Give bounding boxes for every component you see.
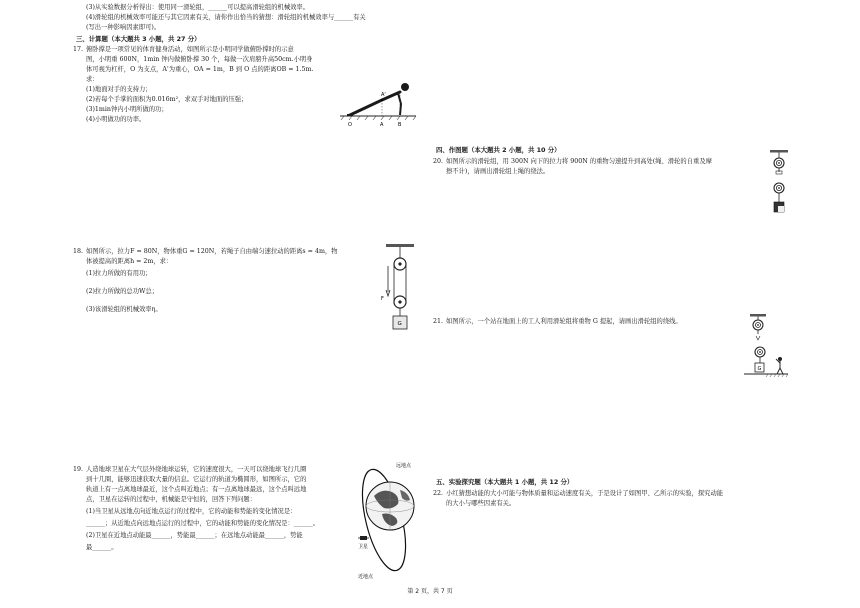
q19-line: 人造地球卫星在大气层外绕地球运转，它的速度很大，一天可以绕地球飞行几圈: [86, 466, 307, 473]
q19-line: (1)当卫星从远地点向近地点运行的过程中，它的动能和势能的变化情况是：: [86, 508, 297, 515]
q18-line: (3)该滑轮组的机械效率η。: [86, 306, 162, 313]
page-footer: 第 2 页，共 7 页: [407, 588, 453, 595]
q16-line-4: (4)滑轮组的机械效率可能还与其它因素有关，请你作出恰当的猜想：滑轮组的机械效率与______有关: [86, 14, 366, 21]
section-5-heading: 五、实验探究题（本大题共 1 小题，共 12 分）: [436, 478, 574, 486]
section-4-heading: 四、作图题（本大题共 2 小题，共 10 分）: [436, 146, 561, 154]
section-3-heading: 三、计算题（本大题共 3 小题，共 27 分）: [76, 35, 201, 43]
q19-line: 最______。: [86, 544, 118, 551]
q17-line: (3)1min钟内小明所做的功；: [86, 106, 168, 113]
q20-line: 如图所示的滑轮组，用 300N 向下的拉力将 900N 的重物匀速提升到高处(绳、滑轮的自重及摩: [446, 158, 712, 165]
label-F: F: [381, 296, 384, 302]
q18-line: (2)拉力所做的总功W总；: [86, 288, 159, 295]
label-apogee: 远地点: [396, 463, 412, 469]
pushup-figure: [338, 72, 418, 128]
label-G: G: [397, 321, 402, 327]
q16-line-5: (写出一种影响因素即可)。: [86, 24, 161, 31]
q17-line: 体可视为杠杆，O 为支点，A'为重心，OA = 1m，B 到 O 点的距离OB = 1.5m.: [86, 66, 314, 73]
q18-line: 体被提高的距离h = 2m，求：: [86, 258, 173, 265]
q16-line-3: (3)从实验数据分析得出：使用同一滑轮组，______可以提高滑轮组的机械效率。: [86, 4, 310, 11]
label-G-q21: G: [757, 366, 762, 372]
label-A: A: [380, 122, 384, 128]
q20-line: 擦不计)，请画出滑轮组上绳的绕法。: [446, 168, 550, 175]
q18-number: 18.: [73, 248, 84, 255]
pulley-figure-q18: [380, 244, 420, 336]
q17-line: (1)地面对手的支持力；: [86, 86, 152, 93]
q19-line: ______；从近地点向远地点运行的过程中，它的动能和势能的变化情况是：______。: [86, 520, 319, 527]
q17-line: 图，小明重 600N，1min 钟内做俯卧撑 30 个，每做一次肩膀升高50cm.小明身: [86, 56, 313, 63]
q17-line: 俯卧撑是一项常见的体育健身活动，如图所示是小明同学做俯卧撑时的示意: [86, 46, 294, 53]
q17-number: 17.: [73, 46, 84, 53]
label-O: O: [348, 122, 352, 128]
q18-line: 如图所示，拉力F = 80N，物体重G = 120N，若绳子自由端匀速拉动的距离s = 4m，物: [86, 248, 338, 255]
label-perigee: 近地点: [358, 574, 374, 580]
q22-line: 小红猜想动能的大小可能与物体质量和运动速度有关，于是设计了如图甲、乙所示的实验，探究动能: [446, 490, 724, 497]
satellite-orbit-figure: [352, 462, 426, 580]
pulley-figure-q21: [740, 314, 790, 384]
pulley-figure-q20: [766, 150, 792, 216]
q19-line: 轨道上有一点离地球最近，这个点叫近地点；有一点离地球最远，这个点叫远地: [86, 486, 307, 493]
q18-line: (1)拉力所做的有用功；: [86, 270, 152, 277]
q21-number: 21.: [433, 318, 444, 325]
q19-line: 到十几圈，能够迅速获取大量的信息。它运行的轨道为椭圆形，如图所示，它的: [86, 476, 307, 483]
q17-line: 求：: [86, 76, 99, 83]
q22-number: 22.: [433, 490, 444, 497]
label-A-prime: A': [381, 92, 386, 98]
q22-line: 的大小与哪些因素有关。: [446, 500, 516, 507]
q19-number: 19.: [73, 466, 84, 473]
q21-line: 如图所示，一个站在地面上的工人利用滑轮组将重物 G 提起，请画出滑轮组的绕线。: [446, 318, 682, 325]
q17-line: (2)若每个手掌的面积为0.016m²，求双手对地面的压强；: [86, 96, 248, 103]
q20-number: 20.: [433, 158, 444, 165]
label-satellite: 卫星: [358, 544, 369, 550]
q19-line: 点，卫星在运转的过程中，机械能是守恒的，回答下列问题：: [86, 496, 257, 503]
q17-line: (4)小明做功的功率。: [86, 116, 146, 123]
label-B: B: [398, 122, 402, 128]
q19-line: (2)卫星在近地点动能最______，势能最______；在远地点动能最______，势能: [86, 532, 303, 539]
